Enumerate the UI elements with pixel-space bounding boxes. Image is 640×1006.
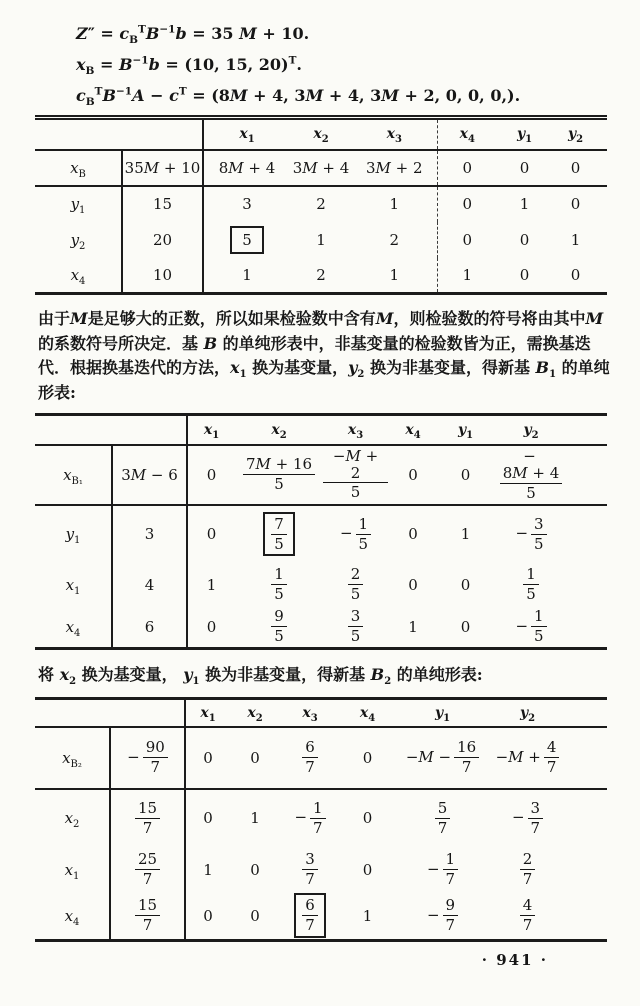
- table-cell: 0: [250, 906, 260, 925]
- column-header: $x_1$: [203, 118, 290, 150]
- fraction-prefix: −: [127, 747, 140, 766]
- table-cell: [280, 847, 340, 893]
- table-row: [35, 222, 607, 258]
- column-header: [35, 699, 110, 727]
- table-cell: [323, 505, 388, 563]
- column-header: $y_1$: [434, 704, 451, 724]
- table-row: [35, 150, 607, 186]
- table-cell: 1: [185, 847, 230, 893]
- row-label: $x_4$: [70, 265, 86, 287]
- column-header: $x_4$: [359, 704, 376, 724]
- paragraph-line: 形表:: [38, 382, 76, 402]
- fraction: $\frac{90}{7}$: [143, 739, 168, 776]
- fraction-prefix: −: [294, 808, 308, 826]
- row-value: 10: [122, 258, 203, 294]
- equation-reduced-costs: $c_B^TB^{-1}A - c^T = (8M + 4$, 3M + 4, 3M + 2, 0, 0, 0,).: [76, 85, 521, 109]
- simplex-table-basis-b: [35, 115, 607, 295]
- equation-basic-solution: $x_B = B^{-1}b = (10$, 15, 20)$^T$.: [76, 54, 302, 78]
- table-cell: [280, 727, 340, 789]
- table-cell: 0: [362, 748, 373, 767]
- fraction: $\frac{15}{7}$: [135, 800, 160, 837]
- row-value: 15: [122, 186, 203, 222]
- table-cell: 0: [408, 525, 418, 543]
- table-cell: 3M + 2: [365, 158, 423, 177]
- table-cell: [323, 445, 388, 505]
- table-cell: 0: [460, 617, 471, 636]
- fraction: $\frac{5}{7}$: [435, 800, 451, 837]
- row-label: $x_2$: [64, 809, 80, 830]
- column-header: [110, 699, 185, 727]
- column-header: $y_2$: [519, 704, 536, 724]
- table-row: [35, 893, 607, 941]
- table-cell: 3: [203, 186, 290, 222]
- fraction-prefix: −: [339, 524, 353, 542]
- table-cell: 0: [185, 789, 230, 847]
- table-row: [35, 789, 607, 847]
- table-cell: [490, 847, 607, 893]
- column-header: $x_2$: [271, 421, 287, 441]
- fraction: $\frac{7M + 16}{5}$: [243, 456, 315, 493]
- paragraph-line: 的系数符号所决定．基 B 的单纯形表中，非基变量的检验数皆为正，需换基迭: [38, 333, 591, 353]
- table-cell: 1: [519, 195, 530, 213]
- column-header: $x_1$: [187, 415, 235, 445]
- table-cell: 0: [408, 465, 418, 484]
- table-cell: [395, 847, 490, 893]
- table-row: [35, 445, 607, 505]
- row-value: 4: [112, 563, 187, 607]
- table-cell: 0: [570, 158, 581, 177]
- table-row: [35, 505, 607, 563]
- row-label: $x_{B_1}$: [63, 465, 83, 487]
- table-cell: 0: [187, 505, 235, 563]
- equation-block: [76, 18, 640, 111]
- fraction: $\frac{4}{7}$: [544, 739, 560, 776]
- fraction: $\frac{8M + 4}{5}$: [500, 465, 563, 502]
- row-value: [110, 847, 185, 893]
- fraction: $\frac{3}{7}$: [528, 800, 544, 837]
- table-cell: 0: [460, 575, 471, 594]
- row-label: $y_1$: [70, 195, 86, 216]
- table-row: [35, 847, 607, 893]
- table-cell: 0: [570, 195, 581, 213]
- table-cell: 1: [570, 230, 581, 249]
- row-label: $x_{B_2}$: [62, 748, 82, 770]
- table-cell: 0: [460, 465, 471, 484]
- row-value: [110, 727, 185, 789]
- fraction: $\frac{25}{7}$: [135, 851, 160, 888]
- fraction-prefix: −: [515, 524, 529, 542]
- simplex-table-basis-b1: [35, 413, 607, 650]
- fraction: $\frac{9}{7}$: [443, 897, 459, 934]
- table-cell: 1: [316, 230, 326, 249]
- pivot-box: 5: [230, 226, 264, 254]
- table-cell: [323, 607, 388, 649]
- row-label: $y_1$: [65, 525, 81, 546]
- row-label: $x_1$: [65, 575, 81, 597]
- table-cell: 2: [316, 195, 326, 213]
- header-row: [35, 118, 607, 150]
- table-cell: 8M + 4: [203, 150, 290, 186]
- fraction-prefix: −: [515, 616, 529, 635]
- scanned-textbook-page: [0, 18, 640, 969]
- column-header: $y_2$: [567, 126, 584, 146]
- row-value: [110, 789, 185, 847]
- header-row: [35, 699, 607, 727]
- fraction: $\frac{1}{5}$: [523, 566, 539, 603]
- table-cell: [395, 893, 490, 941]
- table-cell: 2: [316, 265, 326, 284]
- paragraph-bigm-discussion: [38, 307, 612, 405]
- transition-text: 将 $x_2$ 换为基变量， $y_1$ 换为非基变量，得新基 $B_2$ 的单纯形表:: [38, 665, 483, 687]
- fraction: $\frac{3}{5}$: [531, 516, 547, 553]
- table-cell: 2: [389, 230, 400, 249]
- table-cell: [493, 445, 607, 505]
- table-cell: [280, 789, 340, 847]
- table-cell: 1: [389, 265, 400, 284]
- table-row: [35, 563, 607, 607]
- fraction: $\frac{1}{7}$: [443, 851, 459, 888]
- row-label: $x_1$: [64, 860, 80, 882]
- page-number: · 941 ·: [481, 951, 548, 969]
- table-cell: [280, 893, 340, 941]
- column-header: [112, 415, 187, 445]
- table-row: [35, 727, 607, 789]
- paragraph-line: 由于M是足够大的正数，所以如果检验数中含有M，则检验数的符号将由其中M: [38, 309, 604, 328]
- table-cell: 1: [460, 525, 471, 543]
- column-header: $x_2$: [247, 704, 263, 724]
- row-value: 3: [112, 505, 187, 563]
- row-label: $x_4$: [65, 617, 81, 639]
- table-cell: 0: [519, 265, 530, 284]
- paragraph-line: 代．根据换基迭代的方法，$x_1$ 换为基变量，$y_2$ 换为非基变量，得新基 $B_1$ 的单纯: [38, 358, 610, 381]
- fraction: $\frac{2}{5}$: [348, 566, 364, 603]
- fraction: $\frac{1}{5}$: [531, 608, 547, 645]
- table-cell: 0: [519, 230, 530, 249]
- fraction-prefix: −: [511, 808, 525, 826]
- column-header: $x_1$: [185, 699, 230, 727]
- table-cell: 0: [437, 186, 497, 222]
- table-cell: 0: [437, 150, 497, 186]
- fraction: $\frac{6}{7}$: [302, 739, 318, 776]
- table-cell: [235, 563, 323, 607]
- fraction: $\frac{15}{7}$: [135, 897, 160, 934]
- fraction-prefix: −M +: [495, 747, 541, 766]
- table-cell: [235, 505, 323, 563]
- table-cell: 1: [437, 258, 497, 294]
- table-cell: [493, 563, 607, 607]
- table-cell: 0: [570, 265, 581, 284]
- column-header: [122, 118, 203, 150]
- table-cell: 0: [250, 748, 260, 767]
- table-cell: 0: [187, 607, 235, 649]
- fraction: $\frac{-M + 2}{5}$: [323, 448, 388, 501]
- fraction: $\frac{4}{7}$: [520, 897, 536, 934]
- table-cell: 0: [362, 860, 373, 879]
- column-header: [35, 415, 112, 445]
- table-cell: 0: [519, 158, 530, 177]
- fraction: $\frac{1}{7}$: [310, 800, 326, 837]
- row-label: $x_B$: [70, 158, 86, 180]
- equation-objective-z: $Z'' = c_B^TB^{-1}b = 35$ M + 10.: [76, 23, 310, 47]
- column-header: $x_4$: [405, 421, 421, 441]
- table-cell: [490, 893, 607, 941]
- table-cell: [235, 607, 323, 649]
- row-value: 3M − 6: [112, 445, 187, 505]
- table-cell: 0: [185, 727, 230, 789]
- fraction-prefix: −: [523, 447, 536, 466]
- table-cell: [490, 789, 607, 847]
- table-cell: 1: [250, 809, 260, 827]
- table-cell: 0: [362, 809, 373, 827]
- column-header: $y_1$: [457, 421, 474, 441]
- table-cell: 0: [437, 222, 497, 258]
- fraction-prefix: −M −: [405, 747, 452, 766]
- pivot-box: [263, 512, 295, 557]
- table-cell: 1: [408, 617, 418, 636]
- table-cell: 0: [185, 893, 230, 941]
- row-value: 6: [112, 607, 187, 649]
- row-label: $x_4$: [64, 906, 80, 928]
- table-cell: 0: [250, 860, 260, 879]
- table-row: [35, 186, 607, 222]
- table-cell: [490, 727, 607, 789]
- table-cell: [395, 727, 490, 789]
- column-header: $x_4$: [437, 118, 497, 150]
- fraction-prefix: −: [426, 859, 440, 878]
- column-header: [35, 118, 122, 150]
- fraction: $\frac{9}{5}$: [271, 608, 287, 645]
- table-cell: [493, 607, 607, 649]
- fraction-prefix: −: [426, 905, 440, 924]
- column-header: $x_2$: [313, 126, 329, 146]
- column-header: $x_3$: [302, 704, 318, 724]
- row-label: $y_2$: [70, 230, 86, 252]
- column-header: $y_2$: [523, 421, 539, 441]
- row-value: 20: [122, 222, 203, 258]
- table-cell: 0: [408, 575, 418, 594]
- column-header: $x_3$: [386, 126, 402, 146]
- table-cell: 1: [362, 906, 373, 925]
- table-cell: [395, 789, 490, 847]
- fraction: $\frac{1}{5}$: [356, 516, 372, 553]
- fraction: $\frac{7}{5}$: [271, 516, 287, 553]
- table-cell: 1: [187, 563, 235, 607]
- table-cell: 1: [203, 258, 290, 294]
- table-row: [35, 258, 607, 294]
- simplex-table-basis-b2: [35, 697, 607, 942]
- fraction: $\frac{3}{5}$: [348, 608, 364, 645]
- fraction: $\frac{3}{7}$: [302, 851, 318, 888]
- table-cell: 0: [187, 445, 235, 505]
- table-row: [35, 607, 607, 649]
- column-header: $x_3$: [347, 421, 364, 441]
- fraction: $\frac{6}{7}$: [302, 897, 318, 934]
- table-cell: [493, 505, 607, 563]
- table-cell: [323, 563, 388, 607]
- row-value: 35M + 10: [122, 150, 203, 186]
- table-cell: [235, 445, 323, 505]
- fraction: $\frac{16}{7}$: [454, 739, 479, 776]
- header-row: [35, 415, 607, 445]
- pivot-box: [294, 893, 326, 938]
- column-header: $y_1$: [516, 126, 533, 146]
- row-value: [110, 893, 185, 941]
- fraction: $\frac{1}{5}$: [271, 566, 287, 603]
- fraction: $\frac{2}{7}$: [520, 851, 536, 888]
- table-cell: 1: [389, 195, 400, 213]
- table-cell: [203, 222, 290, 258]
- table-cell: 3M + 4: [292, 158, 350, 177]
